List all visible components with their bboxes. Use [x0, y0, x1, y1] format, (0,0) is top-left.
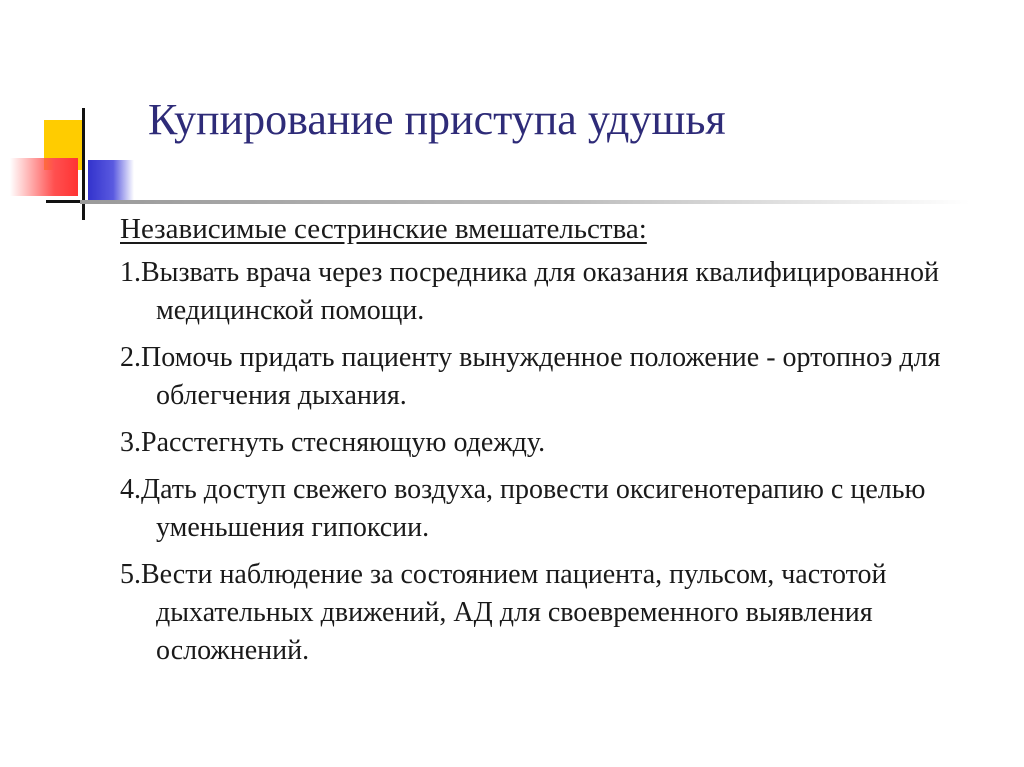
- list-item: 3.Расстегнуть стесняющую одежду.: [120, 427, 546, 458]
- list-item: 1.Вызвать врача через посредника для оказания квалифицированной медицинской помощи.: [120, 257, 939, 326]
- blue-square-decoration: [88, 160, 134, 200]
- corner-decoration: [0, 0, 140, 240]
- title-divider: [80, 200, 970, 204]
- slide-title: Купирование приступа удушья: [148, 95, 726, 144]
- section-subtitle: Независимые сестринские вмешательства:: [120, 213, 647, 245]
- slide-body: [120, 210, 1000, 679]
- list-item: 2.Помочь придать пациенту вынужденное положение - ортопноэ для облегчения дыхания.: [120, 342, 941, 411]
- red-square-decoration: [10, 158, 78, 196]
- list-item: 5.Вести наблюдение за состоянием пациента, пульсом, частотой дыхательных движений, АД для своевременного выявления осложнений.: [120, 559, 887, 666]
- list-item: 4.Дать доступ свежего воздуха, провести оксигенотерапию с целью уменьшения гипоксии.: [120, 474, 926, 543]
